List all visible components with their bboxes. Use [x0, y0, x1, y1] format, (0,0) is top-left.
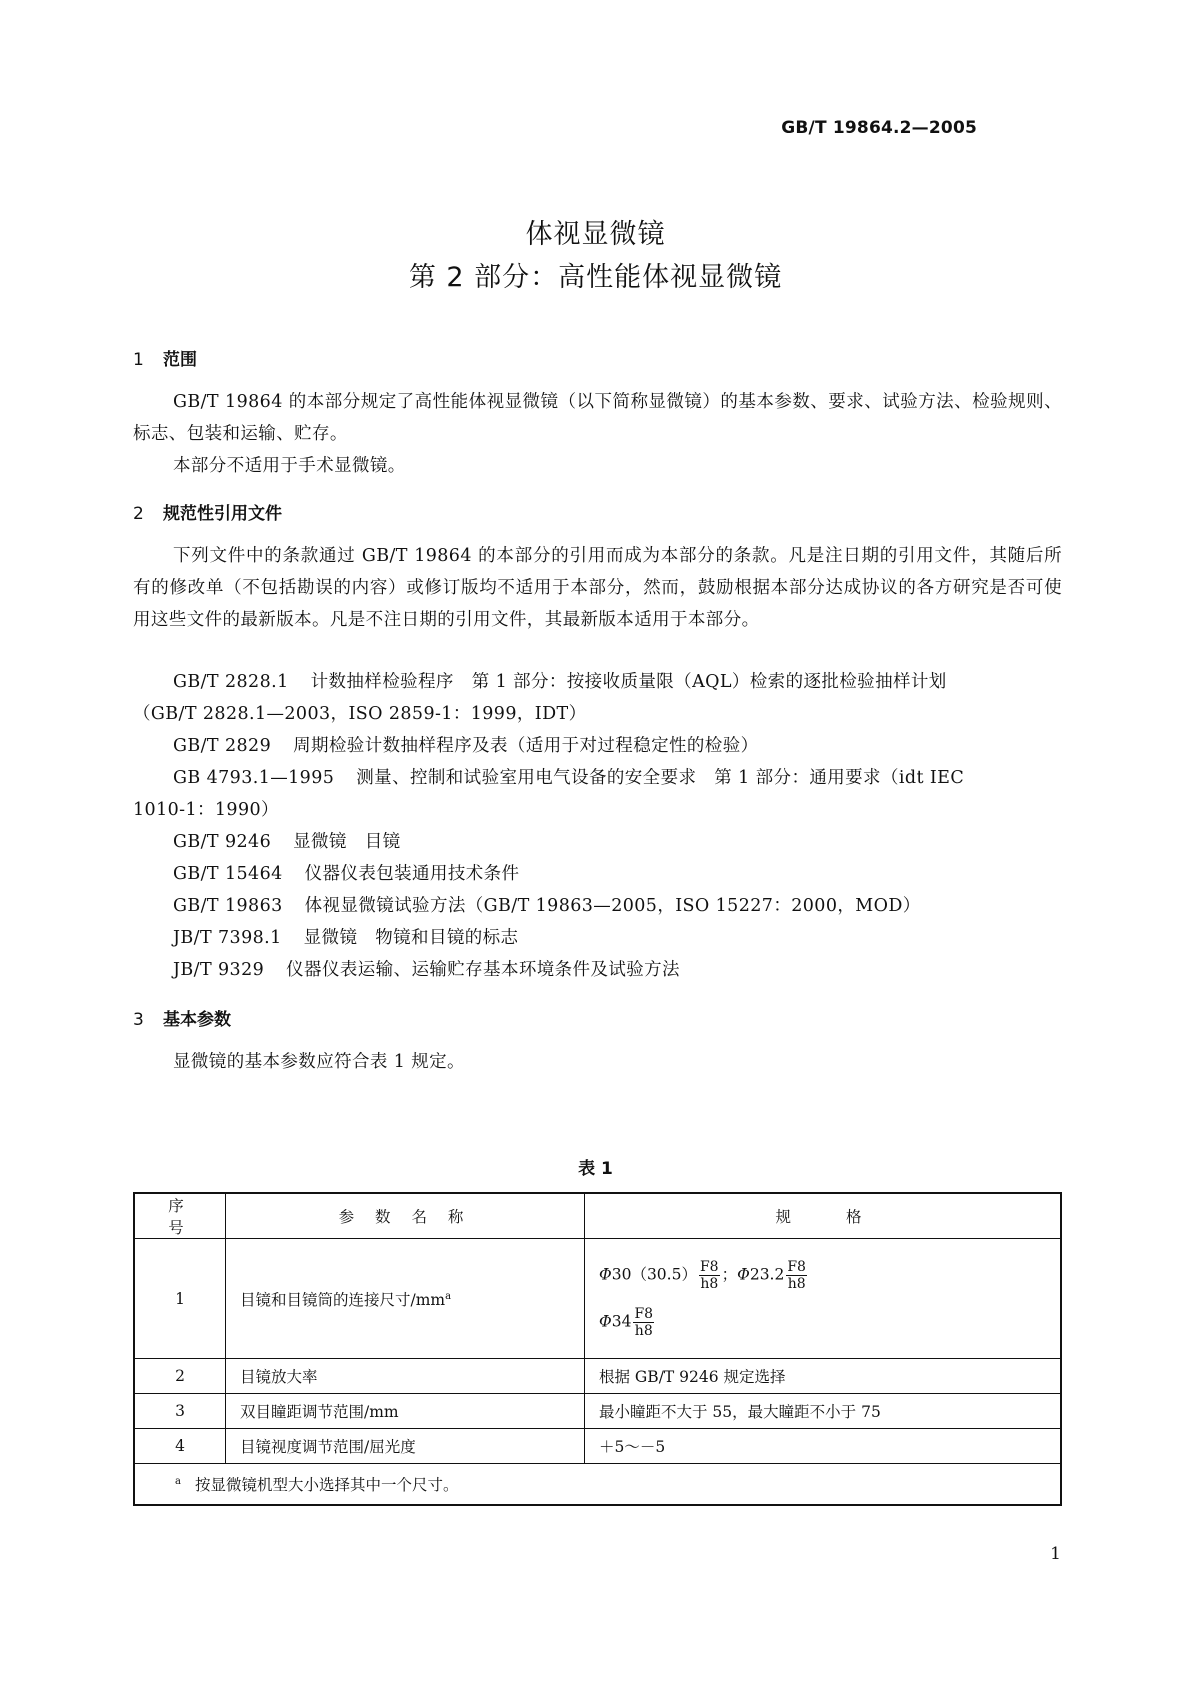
cell-name — [226, 1239, 585, 1359]
reference-item — [173, 668, 947, 693]
reference-code: JB/T 9329 — [173, 960, 265, 980]
section-title: 规范性引用文件 — [163, 504, 282, 524]
table-footnote — [134, 1464, 1061, 1506]
reference-title: 计数抽样检验程序 第 1 部分：按接收质量限（AQL）检索的逐批检验抽样计划 — [310, 672, 947, 692]
diameter-value: 34 — [611, 1312, 632, 1330]
reference-title: 仪器仪表包装通用技术条件 — [304, 864, 520, 884]
diameter-symbol: Φ — [737, 1265, 750, 1283]
reference-title: 测量、控制和试验室用电气设备的安全要求 第 1 部分：通用要求（idt IEC — [356, 768, 965, 788]
diameter-value: 30（30.5） — [611, 1265, 697, 1283]
reference-item — [173, 956, 680, 981]
fit-lower: h8 — [700, 1275, 719, 1292]
fit-fraction — [699, 1259, 720, 1292]
cell-name: 目镜视度调节范围/屈光度 — [226, 1429, 585, 1464]
reference-title: 仪器仪表运输、运输贮存基本环境条件及试验方法 — [286, 960, 680, 980]
page-number: 1 — [1050, 1544, 1061, 1564]
reference-code: GB 4793.1—1995 — [173, 768, 335, 788]
footnote-marker: a — [175, 1475, 181, 1487]
section-heading-basic-params — [133, 1005, 231, 1030]
cell-spec: ＋5～－5 — [585, 1429, 1062, 1464]
reference-title: 显微镜 目镜 — [293, 832, 401, 852]
diameter-value: 23.2 — [749, 1265, 785, 1283]
reference-title: 周期检验计数抽样程序及表（适用于对过程稳定性的检验） — [293, 736, 759, 756]
reference-item — [173, 828, 401, 853]
reference-code: GB/T 19863 — [173, 896, 283, 916]
table-row — [134, 1394, 1061, 1429]
reference-item — [173, 732, 759, 757]
reference-code: GB/T 9246 — [173, 832, 272, 852]
section-number: 2 — [133, 504, 144, 524]
param-name: 目镜和目镜筒的连接尺寸/mm — [240, 1290, 446, 1309]
reference-item — [173, 892, 921, 917]
fit-fraction — [786, 1259, 807, 1292]
cell-no: 4 — [134, 1429, 226, 1464]
scope-paragraph: GB/T 19864 的本部分规定了高性能体视显微镜（以下简称显微镜）的基本参数、要求、试验方法、检验规则、标志、包装和运输、贮存。 — [133, 392, 1062, 444]
section-heading-references — [133, 499, 282, 524]
cell-spec — [585, 1239, 1062, 1359]
diameter-symbol: Φ — [599, 1265, 612, 1283]
separator: ； — [721, 1265, 738, 1283]
cell-no: 1 — [134, 1239, 226, 1359]
cell-no: 3 — [134, 1394, 226, 1429]
reference-code: JB/T 7398.1 — [173, 928, 282, 948]
fit-fraction — [633, 1306, 654, 1339]
cell-no: 2 — [134, 1359, 226, 1394]
reference-item — [173, 924, 518, 949]
table-footnote-row — [134, 1464, 1061, 1506]
standard-number: GB/T 19864.2—2005 — [781, 118, 977, 138]
reference-continuation: （GB/T 2828.1—2003，ISO 2859-1：1999，IDT） — [133, 704, 587, 724]
spec-line — [599, 1306, 1046, 1339]
table-header-row — [134, 1193, 1061, 1239]
scope-exclusion: 本部分不适用于手术显微镜。 — [173, 456, 406, 476]
fit-upper: F8 — [787, 1258, 806, 1275]
column-header-name: 参 数 名 称 — [226, 1193, 585, 1239]
table-caption: 表 1 — [578, 1159, 613, 1179]
column-header-spec: 规 格 — [585, 1193, 1062, 1239]
reference-code: GB/T 15464 — [173, 864, 283, 884]
spec-line — [599, 1259, 1046, 1292]
section-title: 基本参数 — [163, 1010, 231, 1030]
column-header-no: 序 号 — [134, 1193, 226, 1239]
parameters-table — [133, 1192, 1062, 1506]
section-heading-scope — [133, 345, 197, 370]
reference-code: GB/T 2829 — [173, 736, 272, 756]
cell-name: 双目瞳距调节范围/mm — [226, 1394, 585, 1429]
footnote-marker: a — [445, 1290, 452, 1302]
table-row — [134, 1239, 1061, 1359]
section-number: 1 — [133, 350, 144, 370]
diameter-symbol: Φ — [599, 1312, 612, 1330]
cell-spec: 最小瞳距不大于 55，最大瞳距不小于 75 — [585, 1394, 1062, 1429]
cell-name: 目镜放大率 — [226, 1359, 585, 1394]
document-subtitle: 第 2 部分：高性能体视显微镜 — [408, 262, 783, 293]
fit-upper: F8 — [699, 1258, 719, 1275]
fit-lower: h8 — [787, 1275, 806, 1292]
reference-continuation: 1010-1：1990） — [133, 800, 279, 820]
fit-lower: h8 — [634, 1322, 653, 1339]
section-title: 范围 — [163, 350, 197, 370]
cell-spec: 根据 GB/T 9246 规定选择 — [585, 1359, 1062, 1394]
reference-code: GB/T 2828.1 — [173, 672, 289, 692]
reference-item — [173, 860, 519, 885]
reference-title: 体视显微镜试验方法（GB/T 19863—2005，ISO 15227：2000，MOD） — [304, 896, 921, 916]
footnote-text: 按显微镜机型大小选择其中一个尺寸。 — [194, 1476, 459, 1494]
table-row — [134, 1359, 1061, 1394]
document-title: 体视显微镜 — [525, 219, 666, 250]
basic-params-intro: 显微镜的基本参数应符合表 1 规定。 — [173, 1052, 465, 1072]
section-number: 3 — [133, 1010, 144, 1030]
references-intro: 下列文件中的条款通过 GB/T 19864 的本部分的引用而成为本部分的条款。凡是注日期的引用文件，其随后所有的修改单（不包括勘误的内容）或修订版均不适用于本部分，然而，鼓励根据本部分达成协议的各方研究是否可使用这些文件的最新版本。凡是不注日期的引用文件，其最新版本适用于本部分。 — [133, 546, 1062, 630]
reference-title: 显微镜 物镜和目镜的标志 — [303, 928, 519, 948]
fit-upper: F8 — [634, 1305, 654, 1322]
reference-item — [173, 764, 964, 789]
table-row — [134, 1429, 1061, 1464]
